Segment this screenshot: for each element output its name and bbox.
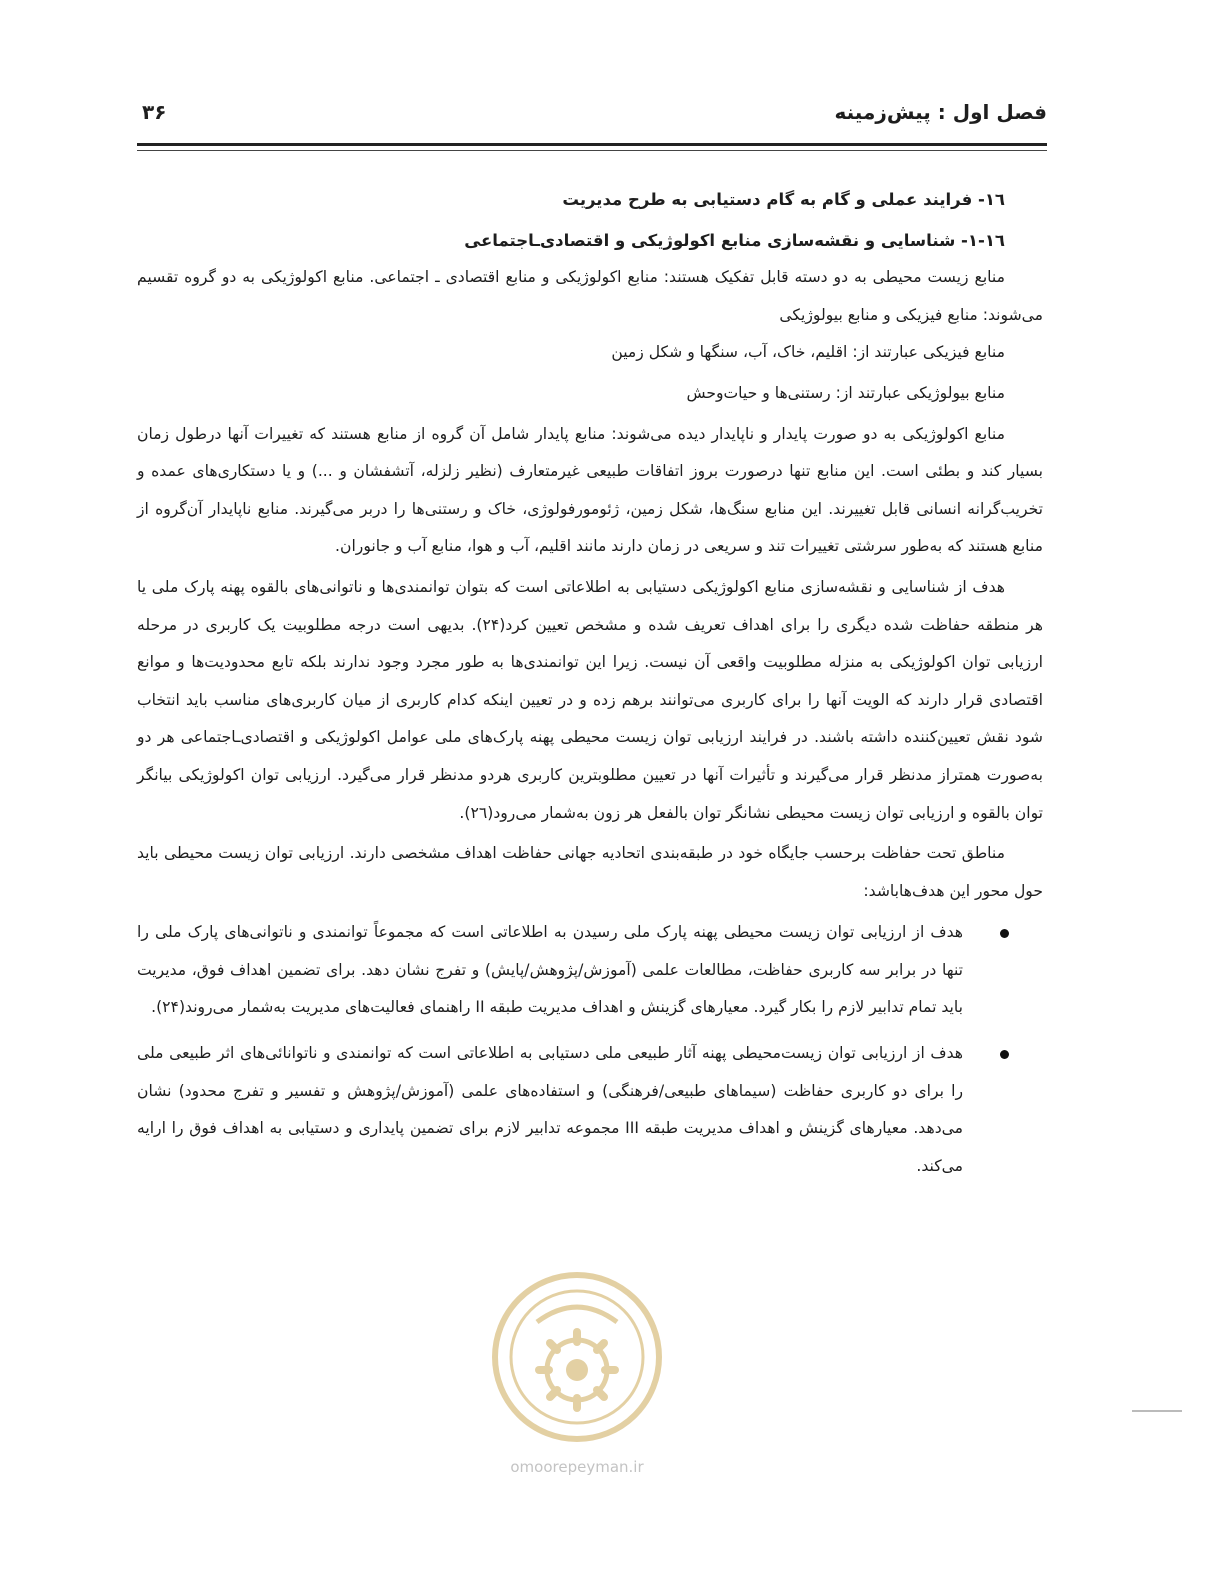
paragraph: مناطق تحت حفاظت برحسب جایگاه خود در طبقه‌بندی اتحادیه جهانی حفاظت اهداف مشخصی دارند. ارزیابی توان زیست محیطی باید حول محور این هدف‌هاباشد: xyxy=(137,844,1043,900)
page-number: ۳۶ xyxy=(142,100,167,124)
subsection-heading: ۱٦-۱- شناسایی و نقشه‌سازی منابع اکولوژیکی و اقتصادی‌ـاجتماعی xyxy=(464,230,1005,250)
list-item-text: هدف از ارزیابی توان زیست‌محیطی پهنه آثار طبیعی ملی دستیابی به اطلاعاتی است که توانمندی و ناتوانائی‌های اثر طبیعی ملی را برای دو کاربری حفاظت (سیماهای طبیعی/فرهنگی) و استفاده‌های علمی (آموزش/پژوهش و تفسیر و تفرج محدود) نشان می‌دهد. معیارهای گزینش و اهداف مدیریت طبقه III مجموعه تدابیر لازم برای تضمین پایداری و دستیابی به اهداف فوق را ارایه می‌کند. xyxy=(137,1044,963,1175)
list-item-text: هدف از ارزیابی توان زیست محیطی پهنه پارک ملی رسیدن به اطلاعاتی است که مجموعاً توانمندی و ناتوانی‌های پارک ملی را تنها در برابر سه کاربری حفاظت، مطالعات علمی (آموزش/پژوهش/پایش) و تفرج نشان دهد. برای تضمین اهداف فوق، مدیریت باید تمام تدابیر لازم را بکار گیرد. معیارهای گزینش و اهداف مدیریت طبقه II راهنمای فعالیت‌های مدیریت به‌شمار می‌روند(۲۴). xyxy=(137,923,963,1017)
section-heading: ۱٦- فرایند عملی و گام به گام دستیابی به طرح مدیریت xyxy=(562,190,1005,209)
bullet-icon xyxy=(1000,929,1009,938)
list-item xyxy=(137,1035,963,1185)
chapter-title: فصل اول : پیش‌زمینه xyxy=(834,100,1047,124)
watermark-logo xyxy=(482,1262,672,1482)
paragraph: منابع اکولوژیکی به دو صورت پایدار و ناپایدار دیده می‌شوند: منابع پایدار شامل آن گروه از منابع هستند که تغییرات آنها درطول زمان بسیار کند و بطئی است. این منابع تنها درصورت بروز اتفاقات طبیعی غیرمتعارف (نظیر زلزله، آتشفشان و ...) و یا دستکاری‌های عمده و تخریب‌گرانه انسانی قابل تغییرند. این منابع سنگ‌ها، شکل زمین، ژئومورفولوژی، خاک و رستنی‌ها را دربر می‌گیرند. منابع ناپایدار آن‌گروه از منابع هستند که به‌طور سرشتی تغییرات تند و سریعی در زمان دارند مانند اقلیم، آب و هوا، منابع آب و جانوران. xyxy=(137,424,1043,556)
page-header xyxy=(137,100,1047,130)
list-item xyxy=(137,914,963,1027)
watermark-seal-icon xyxy=(482,1262,672,1457)
margin-mark xyxy=(1132,1410,1182,1412)
header-rule-thick xyxy=(137,143,1047,146)
bullet-list xyxy=(137,914,1043,1185)
paragraph: منابع بیولوژیکی عبارتند از: رستنی‌ها و حیات‌وحش xyxy=(686,383,1005,402)
watermark-url: omoorepeyman.ir xyxy=(510,1458,644,1476)
paragraph: هدف از شناسایی و نقشه‌سازی منابع اکولوژیکی دستیابی به اطلاعاتی است که بتوان توانمندی‌ها و ناتوانی‌های بالقوه پهنه پارک ملی یا هر منطقه حفاظت شده دیگری را برای اهداف تعریف شده و مشخص تعیین کرد(۲۴). بدیهی است درجه مطلوبیت یک کاربری در مرحله ارزیابی توان اکولوژیکی به منزله مطلوبیت واقعی آن نیست. زیرا این توانمندی‌ها به طور مجرد وجود ندارند بلکه تابع محدودیت‌ها و موانع اقتصادی قرار دارند که الویت آنها را برای کاربری می‌توانند برهم زده و در تعیین اینکه کدام کاربری از میان کاربری‌های مناسب باید انتخاب شود نقش تعیین‌کننده داشته باشند. در فرایند ارزیابی توان زیست محیطی پهنه پارک‌های ملی عوامل اکولوژیکی و اقتصادی‌ـاجتماعی هر دو به‌صورت همتراز مدنظر قرار می‌گیرند و تأثیرات آنها در تعیین مطلوبترین کاربری هردو مدنظر قرار می‌گیرد. ارزیابی توان اکولوژیکی بیانگر توان بالقوه و ارزیابی توان زیست محیطی نشانگر توان بالفعل هر زون به‌شمار می‌رود(۲٦). xyxy=(137,577,1043,822)
header-rule-thin xyxy=(137,150,1047,151)
body-content xyxy=(137,168,1043,1193)
paragraph: منابع زیست محیطی به دو دسته قابل تفکیک هستند: منابع اکولوژیکی و منابع اقتصادی ـ اجتماعی. منابع اکولوژیکی به دو گروه تقسیم می‌شوند: منابع فیزیکی و منابع بیولوژیکی xyxy=(137,268,1043,324)
paragraph: منابع فیزیکی عبارتند از: اقلیم، خاک، آب، سنگها و شکل زمین xyxy=(611,343,1005,362)
bullet-icon xyxy=(1000,1050,1009,1059)
